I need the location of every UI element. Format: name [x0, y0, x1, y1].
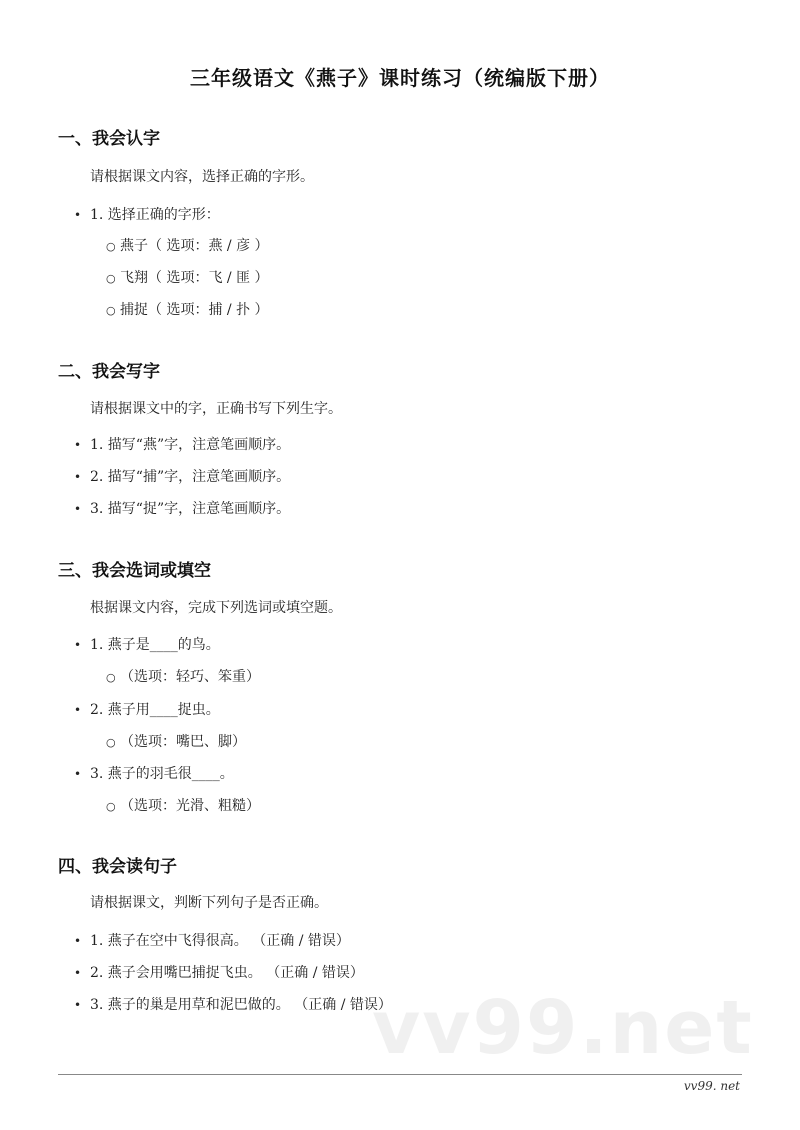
circle-bullet-icon: ○	[106, 272, 116, 285]
bullet-icon: •	[74, 502, 82, 516]
item-text: 1. 燕子在空中飞得很高。 （正确 / 错误）	[90, 933, 350, 949]
sub-item-text: （选项：轻巧、笨重）	[120, 669, 260, 685]
sub-item	[106, 267, 269, 287]
watermark: vv99.net	[372, 985, 754, 1071]
sub-item	[106, 299, 269, 319]
section-heading: 四、我会读句子	[58, 857, 177, 877]
page-title: 三年级语文《燕子》课时练习（统编版下册）	[190, 66, 610, 90]
circle-bullet-icon: ○	[106, 800, 116, 813]
section-heading: 二、我会写字	[58, 362, 160, 382]
bullet-icon: •	[74, 470, 82, 484]
item-text: 1. 燕子是____的鸟。	[90, 637, 220, 653]
list-item	[74, 699, 220, 719]
circle-bullet-icon: ○	[106, 240, 116, 253]
item-text: 3. 燕子的羽毛很____。	[90, 766, 234, 782]
section-intro: 请根据课文，判断下列句子是否正确。	[90, 895, 328, 911]
bullet-icon: •	[74, 703, 82, 717]
sub-item-text: 捕捉（ 选项：捕 / 扑 ）	[120, 302, 269, 318]
bullet-icon: •	[74, 767, 82, 781]
section-heading: 一、我会认字	[58, 129, 160, 149]
circle-bullet-icon: ○	[106, 736, 116, 749]
item-text: 2. 燕子用____捉虫。	[90, 702, 220, 718]
sub-item-text: 飞翔（ 选项：飞 / 匪 ）	[120, 270, 269, 286]
sub-item	[106, 731, 246, 751]
sub-item-text: （选项：光滑、粗糙）	[120, 798, 260, 814]
bullet-icon: •	[74, 438, 82, 452]
item-text: 3. 描写“捉”字，注意笔画顺序。	[90, 501, 291, 517]
circle-bullet-icon: ○	[106, 671, 116, 684]
item-text: 2. 燕子会用嘴巴捕捉飞虫。 （正确 / 错误）	[90, 965, 364, 981]
list-item	[74, 994, 392, 1014]
bullet-icon: •	[74, 966, 82, 980]
sub-item	[106, 235, 269, 255]
list-item	[74, 763, 234, 783]
list-item	[74, 930, 350, 950]
sub-item	[106, 795, 260, 815]
section-intro: 根据课文内容，完成下列选词或填空题。	[90, 600, 342, 616]
bullet-icon: •	[74, 208, 82, 222]
item-text: 2. 描写“捕”字，注意笔画顺序。	[90, 469, 291, 485]
list-item	[74, 434, 290, 454]
bullet-icon: •	[74, 998, 82, 1012]
bullet-icon: •	[74, 934, 82, 948]
section-intro: 请根据课文中的字，正确书写下列生字。	[90, 401, 342, 417]
section-heading: 三、我会选词或填空	[58, 561, 211, 581]
sub-item-text: 燕子（ 选项：燕 / 彦 ）	[120, 238, 269, 254]
list-item	[74, 466, 290, 486]
sub-item	[106, 666, 260, 686]
item-text: 1. 描写“燕”字，注意笔画顺序。	[90, 437, 291, 453]
sub-item-text: （选项：嘴巴、脚）	[120, 734, 246, 750]
item-text: 1. 选择正确的字形：	[90, 207, 220, 223]
list-item	[74, 204, 220, 224]
list-item	[74, 498, 290, 518]
bullet-icon: •	[74, 638, 82, 652]
circle-bullet-icon: ○	[106, 304, 116, 317]
list-item	[74, 634, 220, 654]
item-text: 3. 燕子的巢是用草和泥巴做的。 （正确 / 错误）	[90, 997, 392, 1013]
footer-divider	[58, 1074, 742, 1075]
list-item	[74, 962, 364, 982]
footer-site-label: vv99. net	[683, 1079, 740, 1093]
section-intro: 请根据课文内容，选择正确的字形。	[90, 169, 314, 185]
